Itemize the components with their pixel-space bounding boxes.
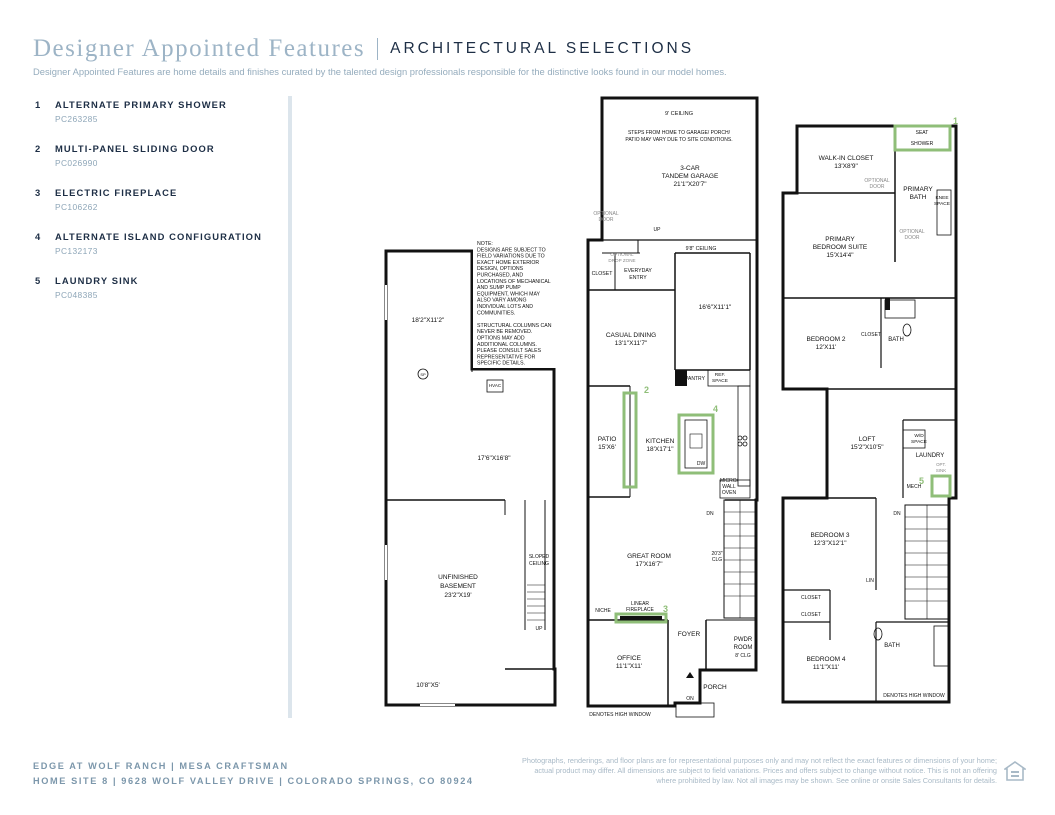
great-room-1: GREAT ROOM bbox=[627, 553, 671, 560]
basement-note-line: REPRESENTATIVE FOR bbox=[477, 354, 536, 361]
laundry: LAUNDRY bbox=[915, 453, 945, 459]
laundry-sink-highlight bbox=[932, 476, 950, 496]
footer-disclaimer: Photographs, renderings, and floor plans are for representational purposes only and may not reflect the exact features or dimensions of your home; actual product may differ. All dimensions are subject to field variations. Prices and offers subject to change without notice. This is not an offering where prohibited by law. Not all images may be shown. See online or onsite Sales Consultants for details. bbox=[522, 756, 997, 785]
feature-code: PC026990 bbox=[55, 158, 98, 168]
basement-room-2: BASEMENT bbox=[440, 583, 476, 590]
sloped-ceiling-1: SLOPED bbox=[528, 554, 550, 560]
casual-dining-2: 13'1"X11'7" bbox=[614, 340, 648, 347]
pantry: PANTRY bbox=[685, 376, 705, 382]
ref-space-1: REF. bbox=[714, 373, 726, 378]
bedroom3-1: BEDROOM 3 bbox=[810, 532, 850, 539]
main-closet: CLOSET bbox=[591, 271, 613, 277]
footer-address bbox=[33, 759, 474, 789]
basement-note-line: STRUCTURAL COLUMNS CAN bbox=[477, 322, 552, 329]
bedroom2-2: 12'X11' bbox=[815, 344, 837, 351]
basement-note-line: AND SUMP PUMP bbox=[477, 285, 521, 292]
porch-steps bbox=[676, 703, 714, 717]
feature-number: 2 bbox=[35, 143, 42, 154]
pwdr-1: PWDR bbox=[733, 637, 753, 643]
walkin-2: 13'X8'9" bbox=[834, 163, 858, 170]
feature-number: 3 bbox=[35, 187, 42, 198]
lin: LIN bbox=[866, 578, 874, 584]
walkin-1: WALK-IN CLOSET bbox=[818, 155, 874, 162]
basement-note-line: NEVER BE REMOVED. bbox=[477, 329, 533, 336]
porch: PORCH bbox=[703, 684, 727, 691]
opt-sink-2: SINK bbox=[935, 468, 947, 473]
office-1: OFFICE bbox=[617, 655, 641, 662]
patio-1: PATIO bbox=[597, 436, 617, 443]
bedroom2-1: BEDROOM 2 bbox=[806, 336, 846, 343]
clg-2: CLG bbox=[711, 557, 723, 563]
linear-fireplace-2: FIREPLACE bbox=[626, 607, 654, 613]
basement-note-line bbox=[477, 317, 478, 323]
primary-suite-3: 15'X14'4" bbox=[826, 252, 854, 259]
feature-code: PC106262 bbox=[55, 202, 98, 212]
knee-space-2: SPACE bbox=[934, 202, 950, 207]
micro-oven-1: MICRO/ bbox=[719, 478, 739, 484]
basement-room-3: 23'2"X19' bbox=[444, 592, 472, 599]
marker-3: 3 bbox=[663, 604, 669, 614]
sump-pump-label: SP bbox=[420, 372, 426, 377]
steps-note-2: PATIO MAY VARY DUE TO SITE CONDITIONS. bbox=[625, 137, 733, 143]
main-up: UP bbox=[653, 227, 661, 233]
feature-code: PC048385 bbox=[55, 290, 98, 300]
main-on: ON bbox=[686, 696, 694, 702]
micro-oven-3: OVEN bbox=[721, 490, 737, 496]
marker-2: 2 bbox=[644, 385, 650, 395]
primary-suite-1: PRIMARY bbox=[825, 236, 855, 243]
upper-floor-labels bbox=[801, 130, 950, 699]
upper-opt-door-3: OPTIONAL bbox=[899, 229, 925, 235]
basement-note-line: DESIGN, OPTIONS bbox=[477, 266, 524, 273]
mech: MECH bbox=[906, 484, 922, 490]
feature-name: MULTI-PANEL SLIDING DOOR bbox=[55, 143, 215, 154]
basement-note-line: PURCHASED, AND bbox=[477, 272, 524, 279]
main-high-window: DENOTES HIGH WINDOW bbox=[589, 712, 651, 718]
wd-space-1: W/D bbox=[914, 434, 924, 439]
knee-space-1: KNEE bbox=[935, 196, 949, 201]
upper-opt-door-1: OPTIONAL bbox=[864, 178, 890, 184]
great-room-2: 17'X16'7" bbox=[635, 561, 663, 568]
garage-1: 3-CAR bbox=[680, 165, 700, 172]
ref-space-2: SPACE bbox=[712, 379, 728, 384]
upper-stair bbox=[905, 505, 949, 619]
feature-code: PC263285 bbox=[55, 114, 98, 124]
upper-bath-1: BATH bbox=[888, 337, 904, 343]
steps-note-1: STEPS FROM HOME TO GARAGE/ PORCH/ bbox=[627, 130, 731, 136]
loft-2: 15'2"X10'5" bbox=[850, 444, 884, 451]
casual-dining-1: CASUAL DINING bbox=[605, 332, 657, 339]
feature-code: PC132173 bbox=[55, 246, 98, 256]
basement-note-line: LOCATIONS OF MECHANICAL bbox=[477, 278, 551, 285]
marker-5: 5 bbox=[919, 476, 925, 486]
everyday-entry-1: EVERYDAY bbox=[624, 268, 652, 274]
primary-bath-2: BATH bbox=[909, 194, 927, 201]
primary-bath-1: PRIMARY bbox=[903, 186, 933, 193]
upper-fixtures bbox=[874, 190, 951, 666]
niche: NICHE bbox=[595, 608, 611, 614]
footer-line-1: EDGE AT WOLF RANCH | MESA CRAFTSMAN bbox=[33, 761, 289, 771]
marker-4: 4 bbox=[713, 404, 719, 414]
basement-note-line: FIELD VARIATIONS DUE TO bbox=[477, 253, 545, 260]
basement-note-line: ALSO VARY AMONG bbox=[477, 297, 527, 304]
title-main: Designer Appointed Features bbox=[33, 35, 366, 62]
basement-note-line: PLEASE CONSULT SALES bbox=[477, 348, 542, 355]
drop-zone-2: DROP ZONE bbox=[608, 258, 636, 263]
upper-dn: DN bbox=[893, 511, 901, 517]
bedroom4-2: 11'1"X11' bbox=[812, 664, 840, 671]
main-floor-labels bbox=[589, 111, 753, 718]
main-ceiling-garage: 9' CEILING bbox=[664, 111, 694, 117]
primary-suite-2: BEDROOM SUITE bbox=[812, 244, 868, 251]
loft-1: LOFT bbox=[858, 436, 876, 443]
kitchen-1: KITCHEN bbox=[645, 438, 675, 445]
basement-note-line: INDIVIDUAL LOTS AND bbox=[477, 304, 534, 310]
upper-high-window: DENOTES HIGH WINDOW bbox=[883, 693, 945, 699]
basement-note-line: NOTE: bbox=[477, 241, 493, 247]
feature-number: 5 bbox=[35, 275, 42, 286]
main-optional-door-1: OPTIONAL bbox=[593, 211, 619, 217]
everyday-entry-2: ENTRY bbox=[629, 275, 647, 281]
hvac-label: HVAC bbox=[488, 383, 502, 388]
feature-number: 4 bbox=[35, 231, 42, 242]
main-floor-plan bbox=[588, 98, 757, 706]
fireplace-icon bbox=[620, 616, 662, 620]
basement-dim-top: 18'2"X11'2" bbox=[411, 317, 445, 324]
garage-2: TANDEM GARAGE bbox=[661, 173, 719, 180]
dw: DW bbox=[696, 461, 706, 467]
sloped-ceiling-2: CEILING bbox=[528, 561, 550, 567]
drop-zone-1: OPTIONAL bbox=[610, 252, 634, 257]
seat: SEAT bbox=[915, 130, 929, 136]
feature-name: LAUNDRY SINK bbox=[55, 275, 139, 286]
basement-note-line: ADDITIONAL COLUMNS. bbox=[477, 341, 537, 348]
basement-stair bbox=[527, 585, 545, 620]
title-subtitle: ARCHITECTURAL SELECTIONS bbox=[390, 40, 695, 57]
basement-note-line: OPTIONS MAY ADD bbox=[477, 335, 525, 342]
basement-up: UP bbox=[535, 626, 543, 632]
basement-note-line: COMMUNITIES. bbox=[477, 310, 516, 317]
main-dn: DN bbox=[706, 511, 714, 517]
shower: SHOWER bbox=[910, 141, 934, 147]
kitchen-2: 18'X17'1" bbox=[646, 446, 674, 453]
basement-note-line: EQUIPMENT, WHICH MAY bbox=[477, 291, 541, 298]
upper-opt-door-2: DOOR bbox=[869, 184, 885, 190]
linear-fireplace-1: LINEAR bbox=[630, 601, 650, 607]
pwdr-2: ROOM bbox=[733, 645, 753, 651]
upper-closet-3: CLOSET bbox=[800, 612, 822, 618]
marker-1: 1 bbox=[953, 116, 959, 126]
equal-housing-icon bbox=[1004, 760, 1026, 782]
feature-name: ELECTRIC FIREPLACE bbox=[55, 187, 178, 198]
upper-opt-door-4: DOOR bbox=[904, 235, 920, 241]
foyer: FOYER bbox=[677, 631, 701, 638]
footer-line-2: HOME SITE 8 | 9628 WOLF VALLEY DRIVE | COLORADO SPRINGS, CO 80924 bbox=[33, 776, 474, 786]
office-2: 11'1"X11' bbox=[615, 663, 643, 670]
basement-room-1: UNFINISHED bbox=[438, 574, 478, 581]
basement-note-line: SPECIFIC DETAILS. bbox=[477, 360, 526, 367]
feature-name: ALTERNATE ISLAND CONFIGURATION bbox=[55, 231, 262, 242]
intro-text: Designer Appointed Features are home details and finishes curated by the talented design professionals responsible for the distinctive looks found in our model homes. bbox=[33, 66, 727, 77]
main-stair bbox=[724, 500, 756, 618]
upper-closet-1: CLOSET bbox=[860, 332, 882, 338]
bedroom3-2: 12'3"X12'1" bbox=[813, 540, 847, 547]
bedroom4-1: BEDROOM 4 bbox=[806, 656, 846, 663]
wd-space-2: SPACE bbox=[911, 440, 927, 445]
ceiling-98: 9'8" CEILING bbox=[685, 246, 717, 252]
pwdr-3: 8' CLG bbox=[735, 653, 751, 659]
feature-number: 1 bbox=[35, 99, 42, 110]
garage-extra: 16'6"X11'1" bbox=[698, 304, 732, 311]
upper-bath-2: BATH bbox=[884, 643, 900, 649]
basement-dim-bottom: 10'8"X5' bbox=[416, 682, 440, 689]
clg-1: 20'3" bbox=[711, 551, 723, 557]
basement-note-line: DESIGNS ARE SUBJECT TO bbox=[477, 247, 546, 254]
entry-arrow-icon bbox=[686, 672, 694, 678]
micro-oven-2: WALL bbox=[722, 484, 736, 490]
patio-2: 15'X6' bbox=[598, 444, 616, 451]
upper-column bbox=[885, 298, 890, 310]
opt-sink-1: OPT. bbox=[936, 462, 946, 467]
upper-closet-2: CLOSET bbox=[800, 595, 822, 601]
feature-name: ALTERNATE PRIMARY SHOWER bbox=[55, 99, 227, 110]
basement-dim-mid: 17'6"X16'8" bbox=[477, 455, 511, 462]
main-optional-door-2: DOOR bbox=[598, 217, 614, 223]
basement-note-line: EXACT HOME EXTERIOR bbox=[477, 259, 540, 266]
garage-3: 21'1"X20'7" bbox=[673, 181, 707, 188]
